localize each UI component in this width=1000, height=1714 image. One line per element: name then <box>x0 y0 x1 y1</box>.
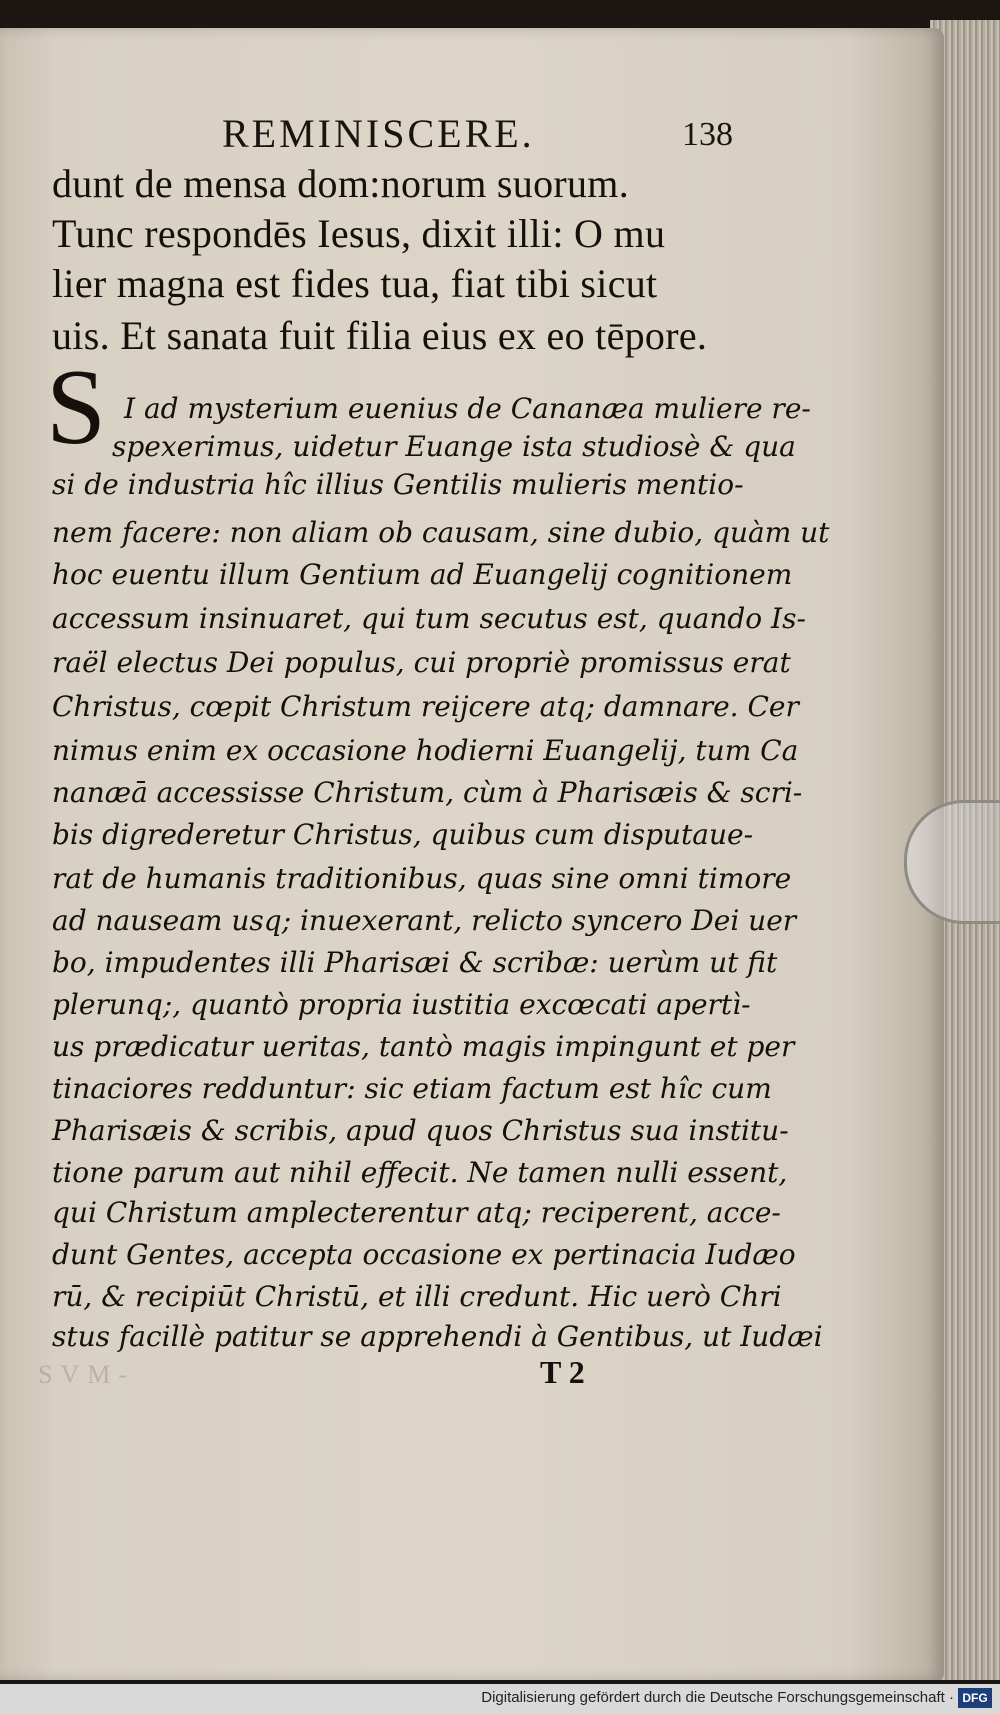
commentary-line: rū, & recipiūt Christū, et illi credunt. Hic uerò Chri <box>52 1280 782 1313</box>
commentary-line: Pharisæis & scribis, apud quos Christus sua institu- <box>52 1114 789 1147</box>
commentary-line: Christus, cœpit Christum reijcere atq; damnare. Cer <box>52 690 799 723</box>
show-through-text: SVM- <box>38 1360 136 1389</box>
commentary-line: plerunq;, quantò propria iustitia excœcati apertì- <box>52 988 751 1021</box>
commentary-line: accessum insinuaret, qui tum secutus est, quando Is- <box>52 602 806 635</box>
gospel-line: lier magna est fides tua, fiat tibi sicut <box>52 261 658 306</box>
running-title: REMINISCERE. <box>222 111 535 156</box>
dfg-logo-icon: DFG <box>958 1688 992 1708</box>
signature-mark: T 2 <box>540 1354 585 1390</box>
gospel-line: dunt de mensa dom:norum suorum. <box>52 161 630 206</box>
digitization-credit: Digitalisierung gefördert durch die Deutsche Forschungsgemeinschaft · <box>481 1689 954 1706</box>
commentary-line: rat de humanis traditionibus, quas sine omni timore <box>52 862 792 895</box>
commentary-line: spexerimus, uidetur Euange ista studiosè & qua <box>112 430 796 463</box>
commentary-line: nanæā accessisse Christum, cùm à Pharisæis & scri- <box>52 776 803 809</box>
gospel-line: Tunc respondēs Iesus, dixit illi: O mu <box>52 211 666 256</box>
commentary-line: nem facere: non aliam ob causam, sine dubio, quàm ut <box>52 516 830 549</box>
drop-cap-initial: S <box>46 348 107 467</box>
commentary-line: I ad mysterium euenius de Cananæa muliere re- <box>124 392 811 425</box>
page-number: 138 <box>682 116 733 153</box>
commentary-line: ad nauseam usq; inuexerant, relicto syncero Dei uer <box>52 904 797 937</box>
commentary-line: raël electus Dei populus, cui propriè promissus erat <box>52 646 791 679</box>
commentary-line: bo, impudentes illi Pharisæi & scribæ: uerùm ut fit <box>52 946 778 979</box>
commentary-line: tinaciores redduntur: sic etiam factum est hîc cum <box>52 1072 772 1105</box>
commentary-line: nimus enim ex occasione hodierni Euangelij, tum Ca <box>52 734 799 767</box>
commentary-line: hoc euentu illum Gentium ad Euangelij cognitionem <box>52 558 793 591</box>
commentary-line: stus facillè patitur se apprehendi à Gentibus, ut Iudæi <box>52 1320 823 1353</box>
commentary-line: qui Christum amplecterentur atq; reciperent, acce- <box>52 1196 781 1229</box>
commentary-line: us prædicatur ueritas, tantò magis impingunt et per <box>52 1030 795 1063</box>
commentary-line: si de industria hîc illius Gentilis mulieris mentio- <box>52 468 744 501</box>
commentary-line: bis digrederetur Christus, quibus cum disputaue- <box>52 818 754 851</box>
commentary-line: dunt Gentes, accepta occasione ex pertinacia Iudæo <box>52 1238 796 1271</box>
gospel-line: uis. Et sanata fuit filia eius ex eo tēpore. <box>52 313 708 358</box>
commentary-line: tione parum aut nihil effecit. Ne tamen nulli essent, <box>52 1156 788 1189</box>
